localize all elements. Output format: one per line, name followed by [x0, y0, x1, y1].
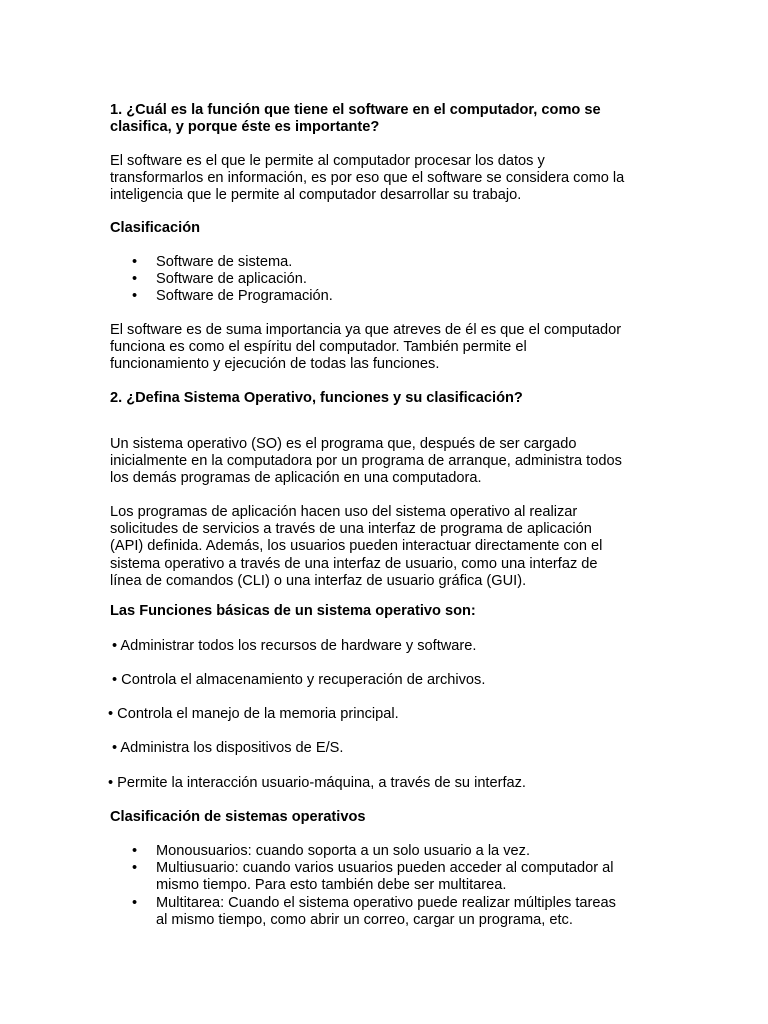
os-definition-paragraph	[110, 436, 670, 488]
list-item	[110, 288, 670, 305]
bullet-icon: •	[132, 271, 138, 288]
importance-paragraph	[110, 322, 670, 374]
os-usage-paragraph	[110, 504, 670, 590]
question-2-title: 2. ¿Defina Sistema Operativo, funciones y su clasificación?	[110, 390, 523, 406]
question-1-title-line-2: clasifica, y porque éste es importante?	[110, 119, 380, 136]
bullet-icon: •	[132, 288, 138, 305]
function-item: • Controla el almacenamiento y recuperación de archivos.	[112, 672, 486, 688]
paragraph-line: El software es de suma importancia ya que atreves de él es que el computador	[110, 322, 622, 338]
paragraph-line: Un sistema operativo (SO) es el programa que, después de ser cargado	[110, 436, 577, 452]
answer-line: El software es el que le permite al computador procesar los datos y	[110, 153, 545, 169]
functions-heading: Las Funciones básicas de un sistema operativo son:	[110, 603, 476, 619]
paragraph-line: funciona es como el espíritu del computador. También permite el	[110, 339, 527, 356]
bullet-icon: •	[132, 254, 138, 270]
list-item-text: Software de sistema.	[156, 254, 293, 270]
function-item: • Permite la interacción usuario-máquina, a través de su interfaz.	[108, 775, 526, 791]
list-item	[110, 271, 670, 288]
paragraph-line: Los programas de aplicación hacen uso del sistema operativo al realizar	[110, 504, 578, 520]
software-classification-list	[110, 254, 670, 306]
question-1-title-line-1: 1. ¿Cuál es la función que tiene el software en el computador, como se	[110, 102, 601, 118]
classification-heading: Clasificación	[110, 220, 201, 236]
paragraph-line: (API) definida. Además, los usuarios pueden interactuar directamente con el	[110, 538, 603, 555]
list-item	[110, 860, 670, 894]
bullet-icon: •	[132, 843, 138, 859]
paragraph-line: sistema operativo a través de una interfaz de usuario, como una interfaz de	[110, 555, 598, 572]
question-1-title	[110, 102, 670, 136]
list-item-line: Multiusuario: cuando varios usuarios pueden acceder al computador al	[156, 860, 614, 877]
function-item: • Administra los dispositivos de E/S.	[112, 740, 344, 756]
paragraph-line: los demás programas de aplicación en una computadora.	[110, 470, 482, 487]
list-item	[110, 254, 670, 271]
bullet-icon: •	[132, 894, 138, 911]
os-classification-list	[110, 843, 670, 929]
bullet-icon: •	[132, 860, 138, 877]
list-item-line: Multitarea: Cuando el sistema operativo puede realizar múltiples tareas	[156, 894, 616, 911]
list-item	[110, 843, 670, 860]
list-item-text: Software de Programación.	[156, 288, 333, 305]
os-classification-heading: Clasificación de sistemas operativos	[110, 809, 366, 825]
list-item	[110, 895, 670, 929]
list-item-line: Monousuarios: cuando soporta a un solo usuario a la vez.	[156, 843, 530, 859]
paragraph-line: inicialmente en la computadora por un programa de arranque, administra todos	[110, 453, 622, 470]
answer-line: inteligencia que le permite al computador desarrollar su trabajo.	[110, 187, 522, 204]
paragraph-line: funcionamiento y ejecución de todas las funciones.	[110, 356, 440, 373]
list-item-line: al mismo tiempo, como abrir un correo, cargar un programa, etc.	[156, 911, 573, 928]
answer-line: transformarlos en información, es por eso que el software se considera como la	[110, 170, 625, 187]
list-item-line: mismo tiempo. Para esto también debe ser multitarea.	[156, 877, 507, 894]
function-item: • Controla el manejo de la memoria principal.	[108, 706, 399, 722]
list-item-text: Software de aplicación.	[156, 271, 307, 288]
paragraph-line: línea de comandos (CLI) o una interfaz de usuario gráfica (GUI).	[110, 572, 527, 589]
question-1-answer	[110, 153, 670, 205]
function-item: • Administrar todos los recursos de hardware y software.	[112, 638, 477, 654]
paragraph-line: solicitudes de servicios a través de una interfaz de programa de aplicación	[110, 521, 592, 538]
